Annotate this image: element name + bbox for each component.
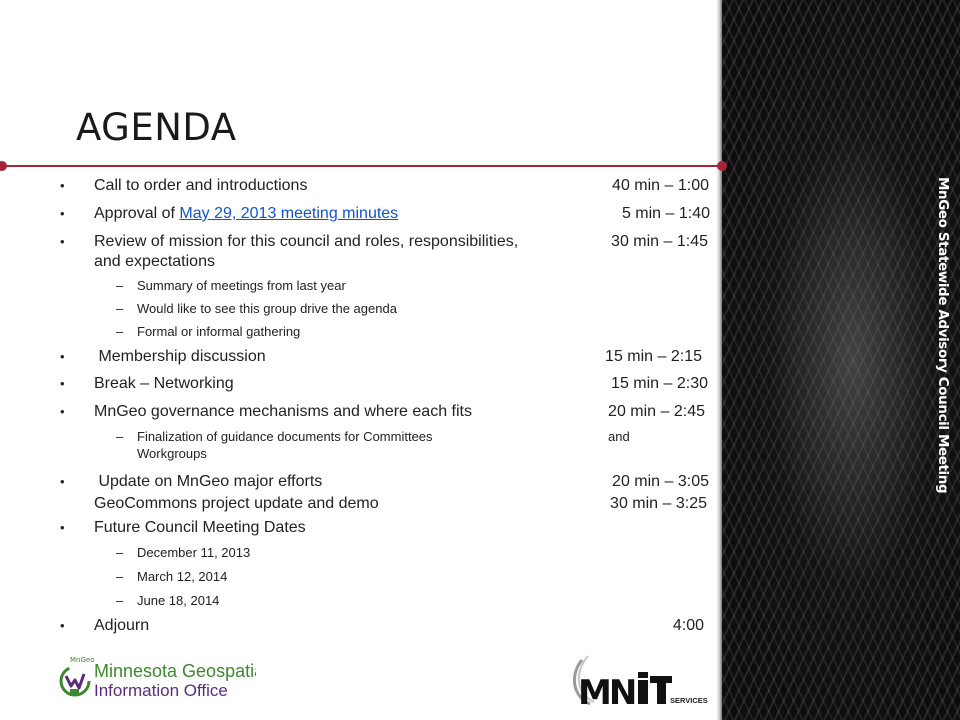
- bullet-icon: •: [60, 404, 65, 419]
- mngeo-logo-mark: [56, 652, 256, 708]
- agenda-item-time: 40 min – 1:00: [612, 177, 709, 194]
- title-rule: [4, 165, 722, 167]
- agenda-item-time: 30 min – 3:25: [610, 495, 707, 512]
- agenda-item-text: MnGeo governance mechanisms and where each fits: [94, 403, 472, 420]
- agenda-item-text: [94, 204, 398, 223]
- sidebar-panel: [722, 0, 960, 720]
- agenda-item-time: 15 min – 2:30: [611, 375, 708, 392]
- slide-title: AGENDA: [76, 106, 237, 149]
- agenda-item-text-line2: GeoCommons project update and demo: [94, 495, 379, 512]
- agenda-item-text: Call to order and introductions: [94, 177, 308, 194]
- agenda-item-text-line2: and expectations: [94, 253, 215, 270]
- sub-item-text: June 18, 2014: [137, 593, 220, 608]
- agenda-item-time: 30 min – 1:45: [611, 233, 708, 250]
- mngeo-logo: [56, 652, 256, 708]
- bullet-icon: •: [60, 618, 65, 633]
- agenda-item-prefix: Approval of: [94, 205, 180, 222]
- agenda-item-time: 4:00: [672, 617, 704, 634]
- bullet-icon: •: [60, 376, 65, 391]
- sub-item-text: Finalization of guidance documents for Committees: [137, 429, 433, 444]
- meeting-minutes-link[interactable]: May 29, 2013 meeting minutes: [179, 205, 399, 222]
- agenda-item-text: Adjourn: [94, 617, 150, 634]
- rule-left-dot: [0, 161, 7, 171]
- agenda-item-text: Future Council Meeting Dates: [94, 519, 306, 536]
- sub-item-text-line2: Workgroups: [137, 446, 207, 461]
- sub-item-text: December 11, 2013: [137, 545, 251, 560]
- sub-item-text: Formal or informal gathering: [137, 324, 301, 339]
- agenda-item-text: Update on MnGeo major efforts: [94, 473, 323, 490]
- agenda-item-time: 20 min – 2:45: [608, 403, 705, 420]
- bullet-icon: •: [60, 178, 65, 193]
- svg-text:SERVICES: SERVICES: [670, 696, 708, 705]
- agenda-item-text: Membership discussion: [94, 348, 266, 365]
- dash-icon: –: [116, 301, 124, 316]
- bullet-icon: •: [60, 349, 65, 364]
- sub-item-text: March 12, 2014: [137, 569, 228, 584]
- side-title: MnGeo Statewide Advisory Council Meeting: [935, 177, 951, 494]
- rule-right-dot: [717, 161, 727, 171]
- svg-text:MnGeo: MnGeo: [70, 656, 95, 664]
- dash-icon: –: [116, 278, 124, 293]
- sub-item-and: and: [608, 429, 630, 444]
- sub-item-text: Would like to see this group drive the agenda: [137, 301, 397, 316]
- agenda-item-text: Break – Networking: [94, 375, 234, 392]
- bullet-icon: •: [60, 234, 65, 249]
- agenda-item-time: 20 min – 3:05: [612, 473, 709, 490]
- agenda-item-text: Review of mission for this council and roles, responsibilities,: [94, 233, 519, 250]
- mnit-services-logo: [568, 652, 708, 710]
- bullet-icon: •: [60, 206, 65, 221]
- dash-icon: –: [116, 429, 124, 444]
- dash-icon: –: [116, 545, 124, 560]
- dash-icon: –: [116, 593, 124, 608]
- dash-icon: –: [116, 569, 124, 584]
- svg-text:Information Office: Information Office: [94, 681, 228, 700]
- svg-text:Minnesota Geospatial: Minnesota Geospatial: [94, 661, 256, 681]
- svg-text:MN: MN: [578, 673, 635, 710]
- agenda-item-time: 15 min – 2:15: [605, 348, 702, 365]
- bullet-icon: •: [60, 474, 65, 489]
- bullet-icon: •: [60, 520, 65, 535]
- mnit-logo-mark: [568, 652, 708, 710]
- agenda-item-time: 5 min – 1:40: [621, 205, 710, 222]
- sub-item-text: Summary of meetings from last year: [137, 278, 346, 293]
- dash-icon: –: [116, 324, 124, 339]
